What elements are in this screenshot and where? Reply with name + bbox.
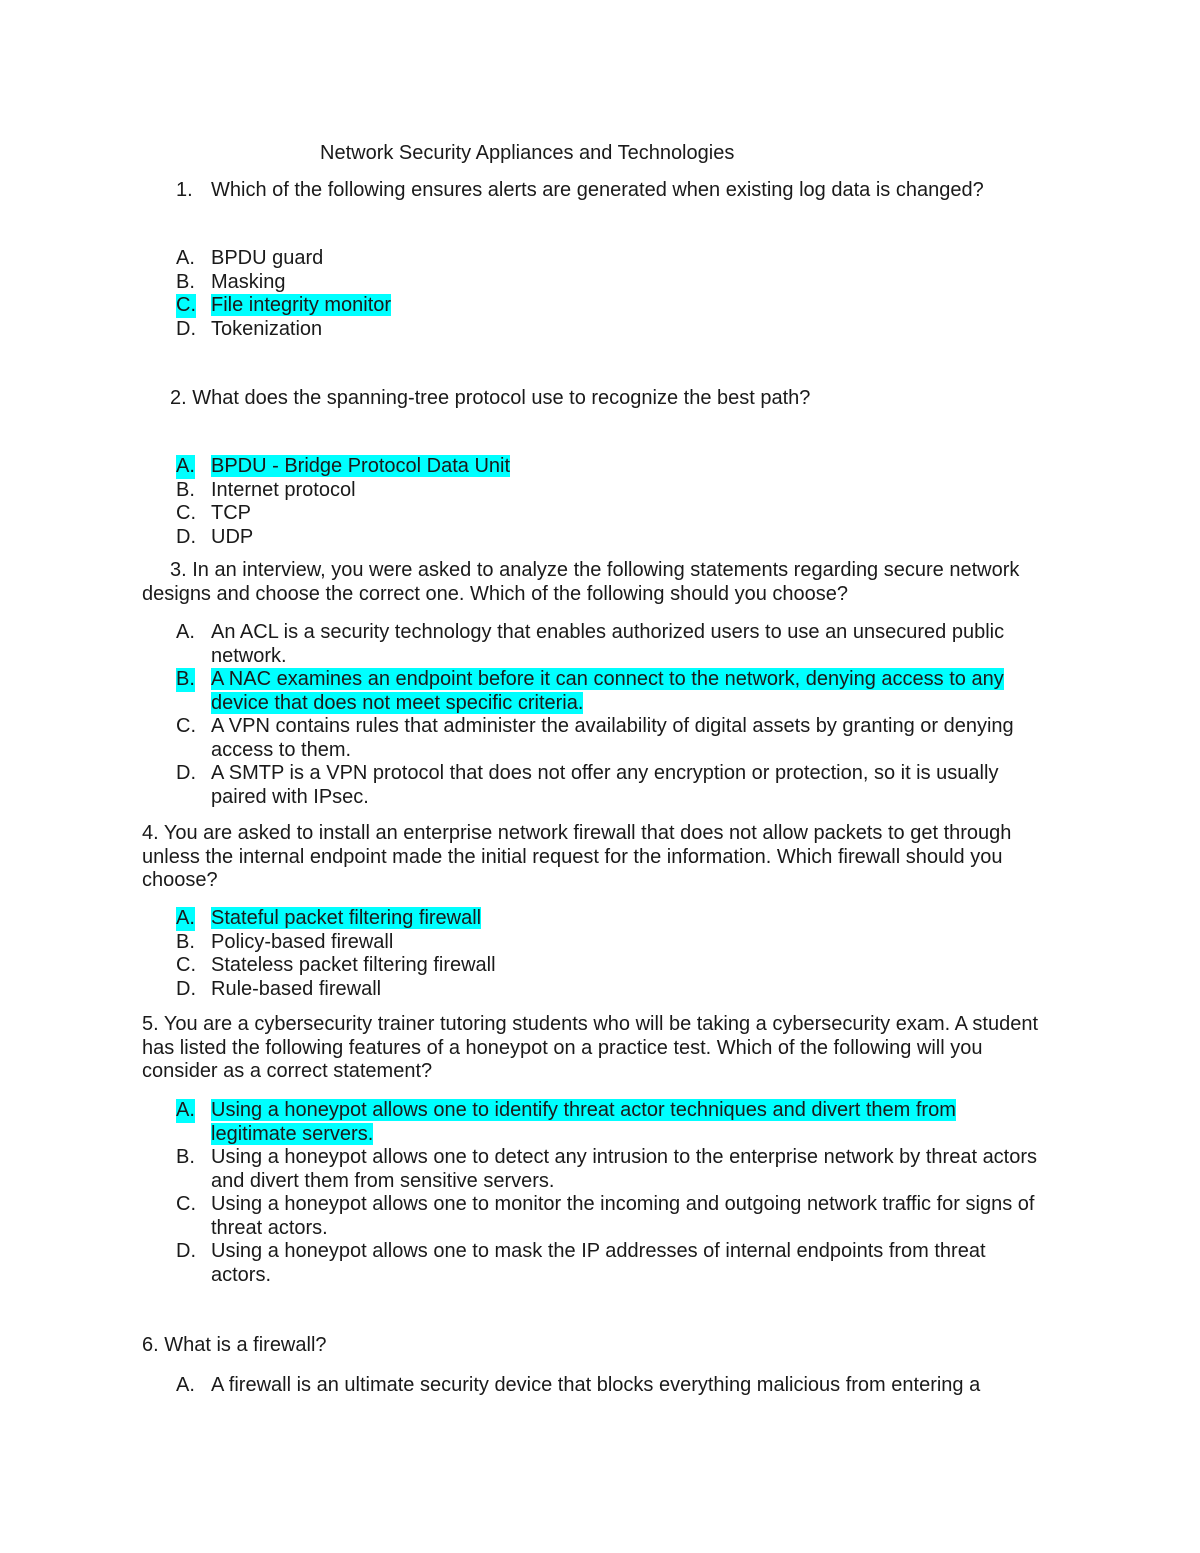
option-text: Policy-based firewall	[211, 930, 394, 953]
option-text: BPDU guard	[211, 247, 324, 269]
question-2: 2. What does the spanning-tree protocol use to recognize the best path?	[170, 387, 811, 409]
option-text: Using a honeypot allows one to identify threat actor techniques and divert them from legitimate servers.	[211, 1099, 956, 1145]
option-letter: C.	[176, 1193, 196, 1215]
option-letter: A.	[176, 455, 195, 477]
option-letter: D.	[176, 525, 196, 548]
question-1-options	[176, 247, 1046, 341]
question-1	[176, 179, 1056, 203]
option-text: A VPN contains rules that administer the availability of digital assets by granting or denying access to them.	[211, 715, 1014, 761]
question-4: 4. You are asked to install an enterprise network firewall that does not allow packets to get through unless the internal endpoint made the initial request for the information. Which firewall should you choose?	[142, 822, 1012, 891]
option-a	[176, 1374, 1046, 1398]
option-text: Stateful packet filtering firewall	[211, 907, 482, 929]
option-d	[176, 318, 1046, 342]
option-a-highlighted	[176, 455, 1046, 479]
option-text: Using a honeypot allows one to mask the IP addresses of internal endpoints from threat actors.	[211, 1240, 986, 1286]
question-6-options	[176, 1374, 1046, 1398]
option-d	[176, 526, 1046, 550]
option-letter: B.	[176, 668, 195, 690]
option-a-highlighted	[176, 907, 1046, 931]
option-c	[176, 1193, 1046, 1240]
option-b	[176, 479, 1046, 503]
option-text: A SMTP is a VPN protocol that does not offer any encryption or protection, so it is usually paired with IPsec.	[211, 762, 999, 808]
option-letter: D.	[176, 977, 196, 1000]
option-d	[176, 762, 1046, 809]
option-letter: A.	[176, 907, 195, 929]
option-b	[176, 931, 1046, 955]
option-text: UDP	[211, 525, 254, 548]
option-letter: C.	[176, 715, 196, 737]
option-c	[176, 954, 1046, 978]
option-text: Using a honeypot allows one to monitor the incoming and outgoing network traffic for signs of threat actors.	[211, 1193, 1035, 1239]
question-5: 5. You are a cybersecurity trainer tutoring students who will be taking a cybersecurity exam. A student has listed the following features of a honeypot on a practice test. Which of the following will you consider as a correct statement?	[142, 1013, 1039, 1082]
option-text: A NAC examines an endpoint before it can connect to the network, denying access to any device that does not meet specific criteria.	[211, 668, 1004, 714]
option-c	[176, 715, 1046, 762]
option-a	[176, 247, 1046, 271]
option-d	[176, 978, 1046, 1002]
question-4-options	[176, 907, 1046, 1001]
option-text: File integrity monitor	[211, 294, 392, 316]
option-letter: B.	[176, 1146, 195, 1168]
option-b-highlighted	[176, 668, 1046, 715]
option-text: Tokenization	[211, 317, 323, 340]
option-letter: C.	[176, 502, 196, 524]
option-b	[176, 271, 1046, 295]
question-6: 6. What is a firewall?	[142, 1334, 327, 1356]
option-letter: B.	[176, 930, 195, 953]
question-number: 1.	[176, 179, 193, 201]
option-letter: D.	[176, 1240, 196, 1262]
option-c-highlighted	[176, 294, 1046, 318]
option-text: A firewall is an ultimate security device that blocks everything malicious from entering a	[211, 1374, 981, 1396]
question-text: Which of the following ensures alerts are generated when existing log data is changed?	[211, 179, 984, 201]
option-letter: A.	[176, 1374, 195, 1396]
option-text: Stateless packet filtering firewall	[211, 954, 496, 976]
option-letter: B.	[176, 478, 195, 501]
option-text: Masking	[211, 270, 286, 293]
question-3-options	[176, 621, 1046, 809]
option-a	[176, 621, 1046, 668]
option-letter: A.	[176, 247, 195, 269]
document-title: Network Security Appliances and Technologies	[320, 142, 735, 164]
option-c	[176, 502, 1046, 526]
option-text: TCP	[211, 502, 251, 524]
option-letter: C.	[176, 954, 196, 976]
option-a-highlighted	[176, 1099, 1046, 1146]
option-letter: D.	[176, 317, 196, 340]
option-letter: A.	[176, 621, 195, 643]
option-text: BPDU - Bridge Protocol Data Unit	[211, 455, 511, 477]
question-2-options	[176, 455, 1046, 549]
option-text: Rule-based firewall	[211, 977, 382, 1000]
option-letter: A.	[176, 1099, 195, 1121]
option-b	[176, 1146, 1046, 1193]
question-3: 3. In an interview, you were asked to analyze the following statements regarding secure network designs and choose the correct one. Which of the following should you choose?	[142, 559, 1020, 605]
option-letter: C.	[176, 294, 196, 316]
option-letter: D.	[176, 762, 196, 784]
option-d	[176, 1240, 1046, 1287]
question-5-options	[176, 1099, 1046, 1287]
option-letter: B.	[176, 270, 195, 293]
option-text: Internet protocol	[211, 478, 356, 501]
option-text: An ACL is a security technology that enables authorized users to use an unsecured public network.	[211, 621, 1005, 667]
option-text: Using a honeypot allows one to detect any intrusion to the enterprise network by threat actors and divert them from sensitive servers.	[211, 1146, 1038, 1192]
